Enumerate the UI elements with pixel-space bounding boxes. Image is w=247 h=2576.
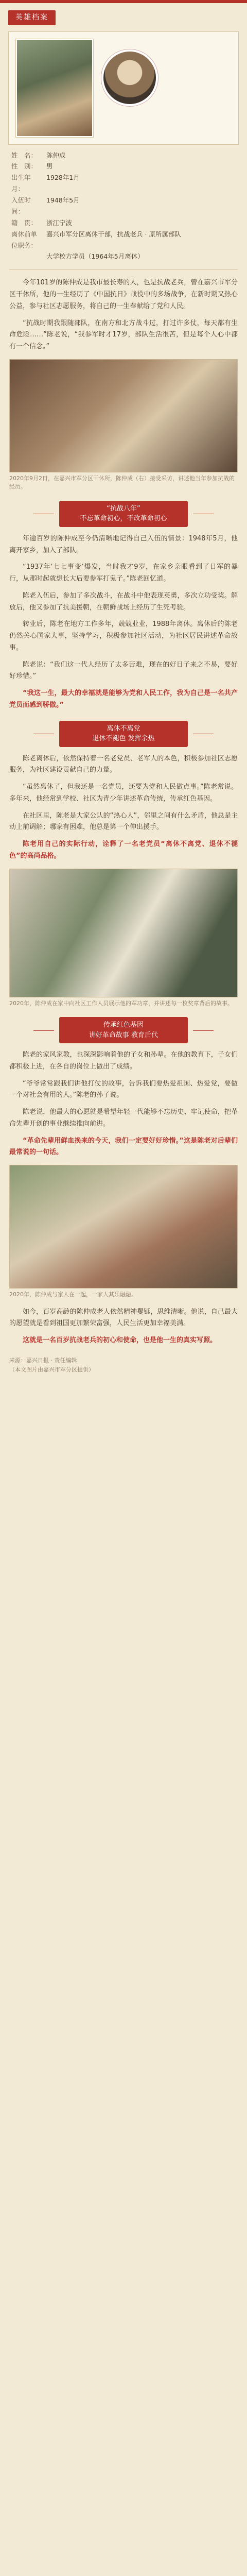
info-key: 籍 贯： bbox=[11, 218, 38, 227]
info-value: 陈仲成 bbox=[46, 151, 66, 159]
highlight-text: “革命先辈用鲜血换来的今天，我们一定要好好珍惜。”这是陈老对后辈们最常说的一句话。 bbox=[9, 1137, 238, 1157]
section-title-line-b: 讲好革命故事 教育后代 bbox=[89, 1031, 158, 1039]
info-key: 入伍时间： bbox=[11, 196, 31, 215]
info-row bbox=[11, 217, 236, 229]
section2-paragraph: 在社区里，陈老是大家公认的“热心人”，邻里之间有什么矛盾，他总是主动上前调解；哪家有困难，他总是第一个伸出援手。 bbox=[9, 811, 238, 832]
info-row bbox=[11, 161, 236, 172]
info-value: 浙江宁波 bbox=[46, 218, 73, 227]
profile-avatar bbox=[101, 49, 158, 106]
info-row bbox=[11, 150, 236, 161]
info-value: 大学校方学员（1964年5月离休） bbox=[46, 252, 144, 261]
section-title-line-b: 退休不褪色 发挥余热 bbox=[92, 735, 155, 742]
section2-highlight bbox=[9, 839, 238, 862]
ending-highlight bbox=[9, 1335, 238, 1347]
section2-paragraph: “虽然离休了，但我还是一名党员，还要为党和人民做点事。”陈老常说。多年来，他经常到学校、社区为青少年讲述革命传统，传承红色基因。 bbox=[9, 783, 238, 803]
profile-info-list bbox=[11, 150, 236, 263]
info-key: 出生年月： bbox=[11, 174, 31, 193]
section-title-3 bbox=[59, 1017, 188, 1043]
profile-card bbox=[8, 31, 239, 145]
section1-paragraph: 年逾百岁的陈仲成至今仍清晰地记得自己入伍的情景：1948年5月，他离开家乡，加入了部队。 bbox=[9, 534, 238, 554]
divider bbox=[9, 269, 238, 270]
info-value: 1928年1月 bbox=[46, 174, 80, 182]
info-value: 男 bbox=[46, 162, 53, 171]
highlight-text: 陈老用自己的实际行动，诠释了一名老党员“离休不离党、退休不褪色”的高尚品格。 bbox=[9, 840, 238, 860]
footer-editor: 来源：嘉兴日报 · 责任编辑 bbox=[9, 1357, 77, 1364]
profile-photo bbox=[16, 39, 93, 137]
section2-paragraph: 陈老离休后，依然保持着一名老党员、老军人的本色，积极参加社区志愿服务，为社区建设贡献自己的力量。 bbox=[9, 754, 238, 774]
highlight-text: 这就是一名百岁抗战老兵的初心和使命，也是他一生的真实写照。 bbox=[23, 1336, 217, 1344]
section-title-1 bbox=[59, 501, 188, 527]
info-value: 嘉兴市军分区离休干部，抗战老兵 · 原所属部队 bbox=[46, 230, 181, 238]
photo-caption-1: 2020年9月2日，在嘉兴市军分区干休所，陈仲成（右）接受采访，讲述他当年参加抗战的经历。 bbox=[9, 474, 235, 490]
info-row bbox=[11, 251, 236, 262]
info-key: 性 别： bbox=[11, 162, 38, 171]
info-key: 姓 名： bbox=[11, 151, 38, 159]
info-row bbox=[11, 172, 236, 195]
photo-caption-2: 2020年，陈仲成在家中向社区工作人员展示他的军功章，并讲述每一枚奖章背后的故事。 bbox=[9, 999, 233, 1007]
info-key bbox=[11, 251, 42, 262]
intro-paragraph: 今年101岁的陈仲成是我市最长寿的人，也是抗战老兵，曾在嘉兴市军分区干休所，他的一生经历了《中国抗日》战役中的多场战争，在新时期又热心公益，参与社区志愿服务，将自己的一生奉献给了党和人民。 bbox=[9, 279, 238, 310]
section1-paragraph: 陈老入伍后，参加了多次战斗，在战斗中他表现英勇，多次立功受奖。解放后，他又参加了抗美援朝，在朝鲜战场上经历了生死考验。 bbox=[9, 591, 238, 612]
intro-paragraph-2: “抗战时期我跟随部队，在南方和北方战斗过，打过许多仗，每天都有生命危险……”陈老说，“我参军时才17岁，部队生活很苦，但是每个人心中都有一个信念。” bbox=[9, 319, 238, 350]
section-title-line-b: 不忘革命初心，不改革命初心 bbox=[80, 515, 167, 523]
footer-note: （本文图片由嘉兴市军分区提供） bbox=[9, 1366, 94, 1374]
section3-paragraph: 陈老的家风家教，也深深影响着他的子女和孙辈。在他的教育下，子女们都积极上进，在各自的岗位上做出了成绩。 bbox=[9, 1051, 238, 1071]
section-title-line-a: 离休不离党 bbox=[107, 724, 140, 733]
section-title-line-a: “抗战八年” bbox=[107, 504, 140, 513]
info-row bbox=[11, 195, 236, 217]
highlight-text: “我这一生，最大的幸福就是能够为党和人民工作，我为自己是一名共产党员而感到骄傲。” bbox=[9, 689, 238, 709]
info-value: 1948年5月 bbox=[46, 196, 80, 204]
article-photo-3 bbox=[9, 1165, 238, 1289]
section1-highlight bbox=[9, 688, 238, 711]
article-photo-1 bbox=[9, 359, 238, 472]
section3-highlight bbox=[9, 1136, 238, 1159]
section3-paragraph: “爷爷常常跟我们讲他打仗的故事，告诉我们要热爱祖国、热爱党，要做一个对社会有用的人。”陈老的孙子说。 bbox=[9, 1079, 238, 1099]
section-title-2 bbox=[59, 721, 188, 747]
hero-archive-tag: 英雄档案 bbox=[8, 10, 56, 25]
tag-wrap bbox=[0, 3, 247, 25]
section1-paragraph: 转业后，陈老在地方工作多年，兢兢业业，1988年离休。离休后的陈老仍然关心国家大事，坚持学习，积极参加社区活动，为社区居民讲述革命故事。 bbox=[9, 620, 238, 652]
section-title-line-a: 传承红色基因 bbox=[103, 1021, 144, 1029]
article-footer bbox=[9, 1356, 238, 1375]
photo-caption-3: 2020年，陈仲成与家人在一起，一家人其乐融融。 bbox=[9, 1291, 137, 1298]
ending-paragraph: 如今，百岁高龄的陈仲成老人依然精神矍铄，思维清晰。他说，自己最大的愿望就是看到祖国更加繁荣富强，人民生活更加幸福美满。 bbox=[9, 1308, 238, 1328]
article-photo-2 bbox=[9, 869, 238, 997]
section1-paragraph: “1937年‘七七事变’爆发，当时我才9岁，在家乡亲眼看到了日军的暴行，从那时起就想长大后要参军打鬼子。”陈老回忆道。 bbox=[9, 563, 238, 583]
section3-paragraph: 陈老说，他最大的心愿就是希望年轻一代能够不忘历史、牢记使命，把革命先辈开创的事业继续推向前进。 bbox=[9, 1108, 238, 1128]
section1-paragraph: 陈老说：“我们这一代人经历了太多苦难，现在的好日子来之不易，要好好珍惜。” bbox=[9, 660, 238, 681]
info-key: 离休前单位职务： bbox=[11, 230, 38, 249]
info-row bbox=[11, 229, 236, 251]
